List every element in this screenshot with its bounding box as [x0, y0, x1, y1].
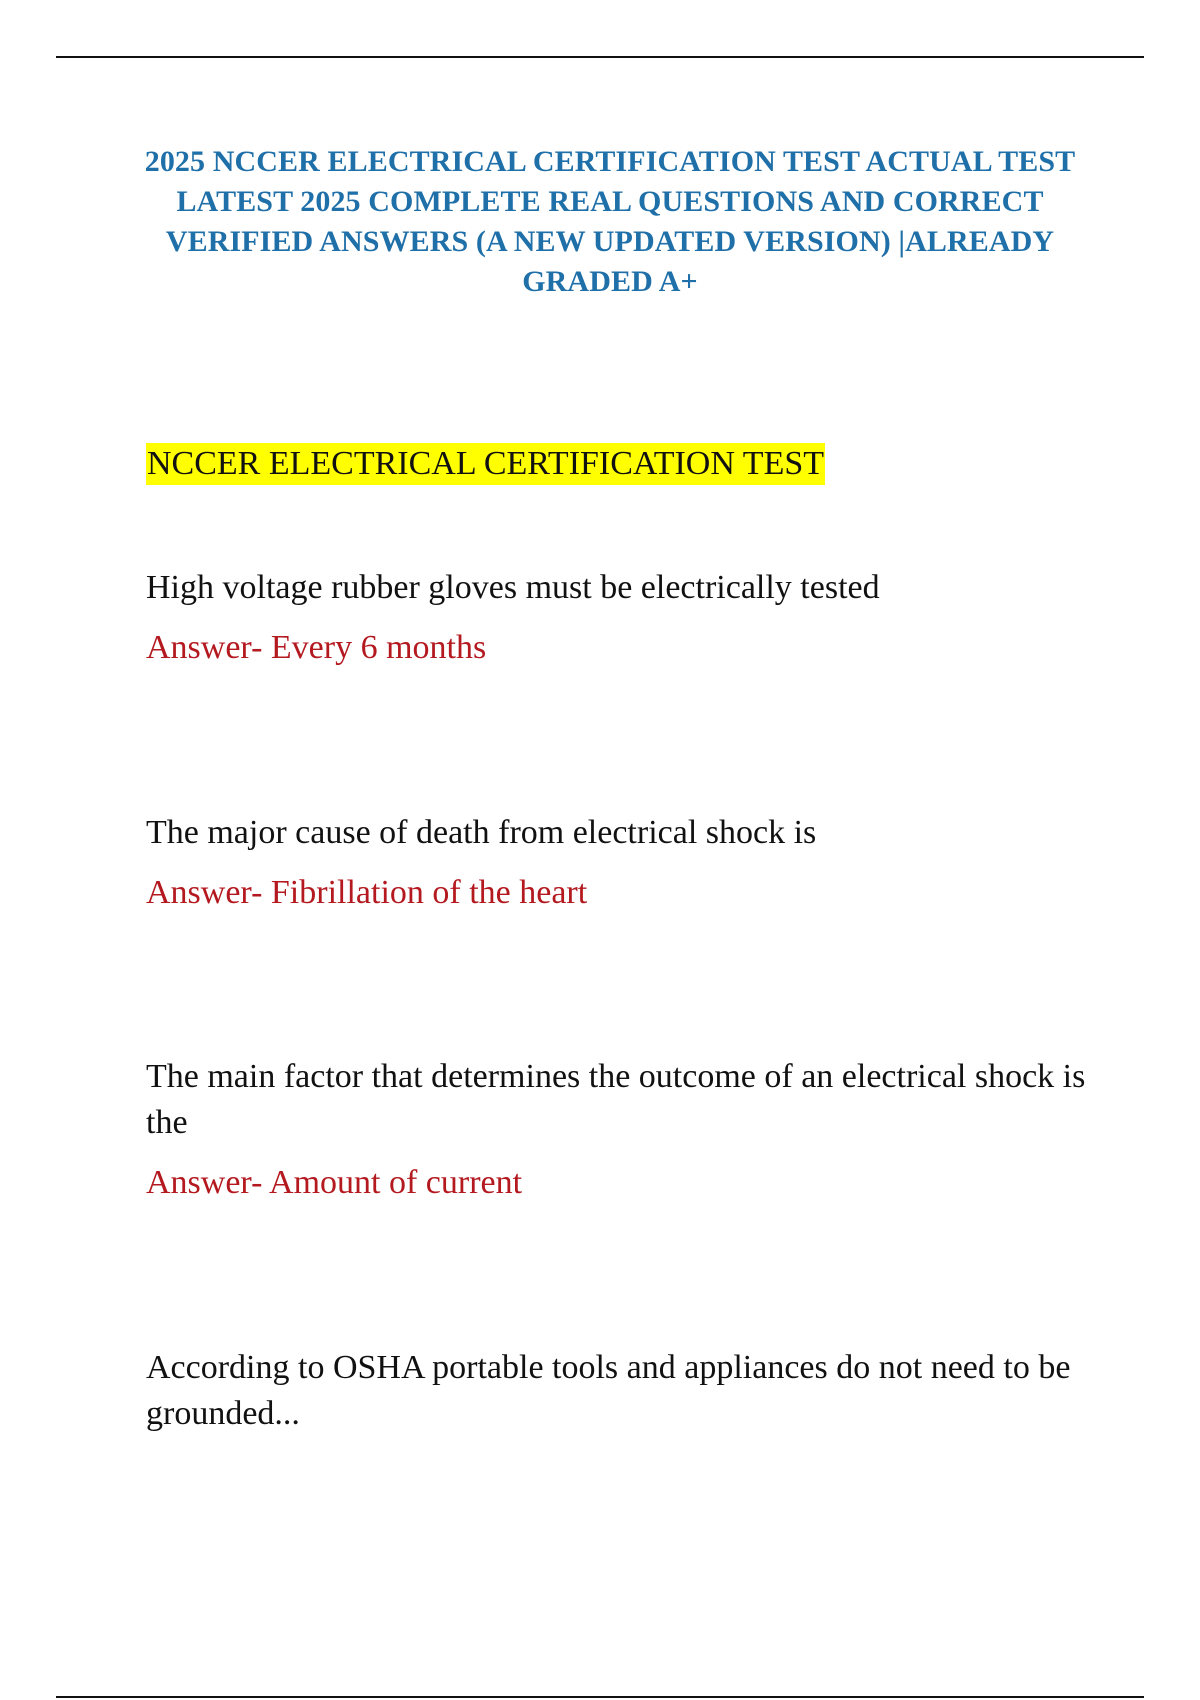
- question-block: [146, 810, 1086, 916]
- answer-text: Answer- Every 6 months: [146, 629, 487, 666]
- document-title: 2025 NCCER ELECTRICAL CERTIFICATION TEST ACTUAL TEST LATEST 2025 COMPLETE REAL QUESTIONS AND CORRECT VERIFIED ANSWERS (A NEW UPDATED VERSION) |ALREADY GRADED A+: [144, 145, 1076, 298]
- question-block: [146, 565, 1086, 671]
- question-block: [146, 1054, 1086, 1206]
- question-text: The major cause of death from electrical shock is: [146, 814, 817, 851]
- answer-text: Answer- Fibrillation of the heart: [146, 874, 588, 911]
- question-text: According to OSHA portable tools and appliances do not need to be grounded...: [146, 1349, 1071, 1432]
- bottom-rule: [56, 1696, 1144, 1698]
- question-text: The main factor that determines the outcome of an electrical shock is the: [146, 1058, 1086, 1141]
- question-block: [146, 1345, 1086, 1437]
- answer-text: Answer- Amount of current: [146, 1164, 523, 1201]
- question-text: High voltage rubber gloves must be electrically tested: [146, 569, 880, 606]
- top-rule: [56, 56, 1144, 58]
- section-heading: NCCER ELECTRICAL CERTIFICATION TEST: [146, 443, 825, 485]
